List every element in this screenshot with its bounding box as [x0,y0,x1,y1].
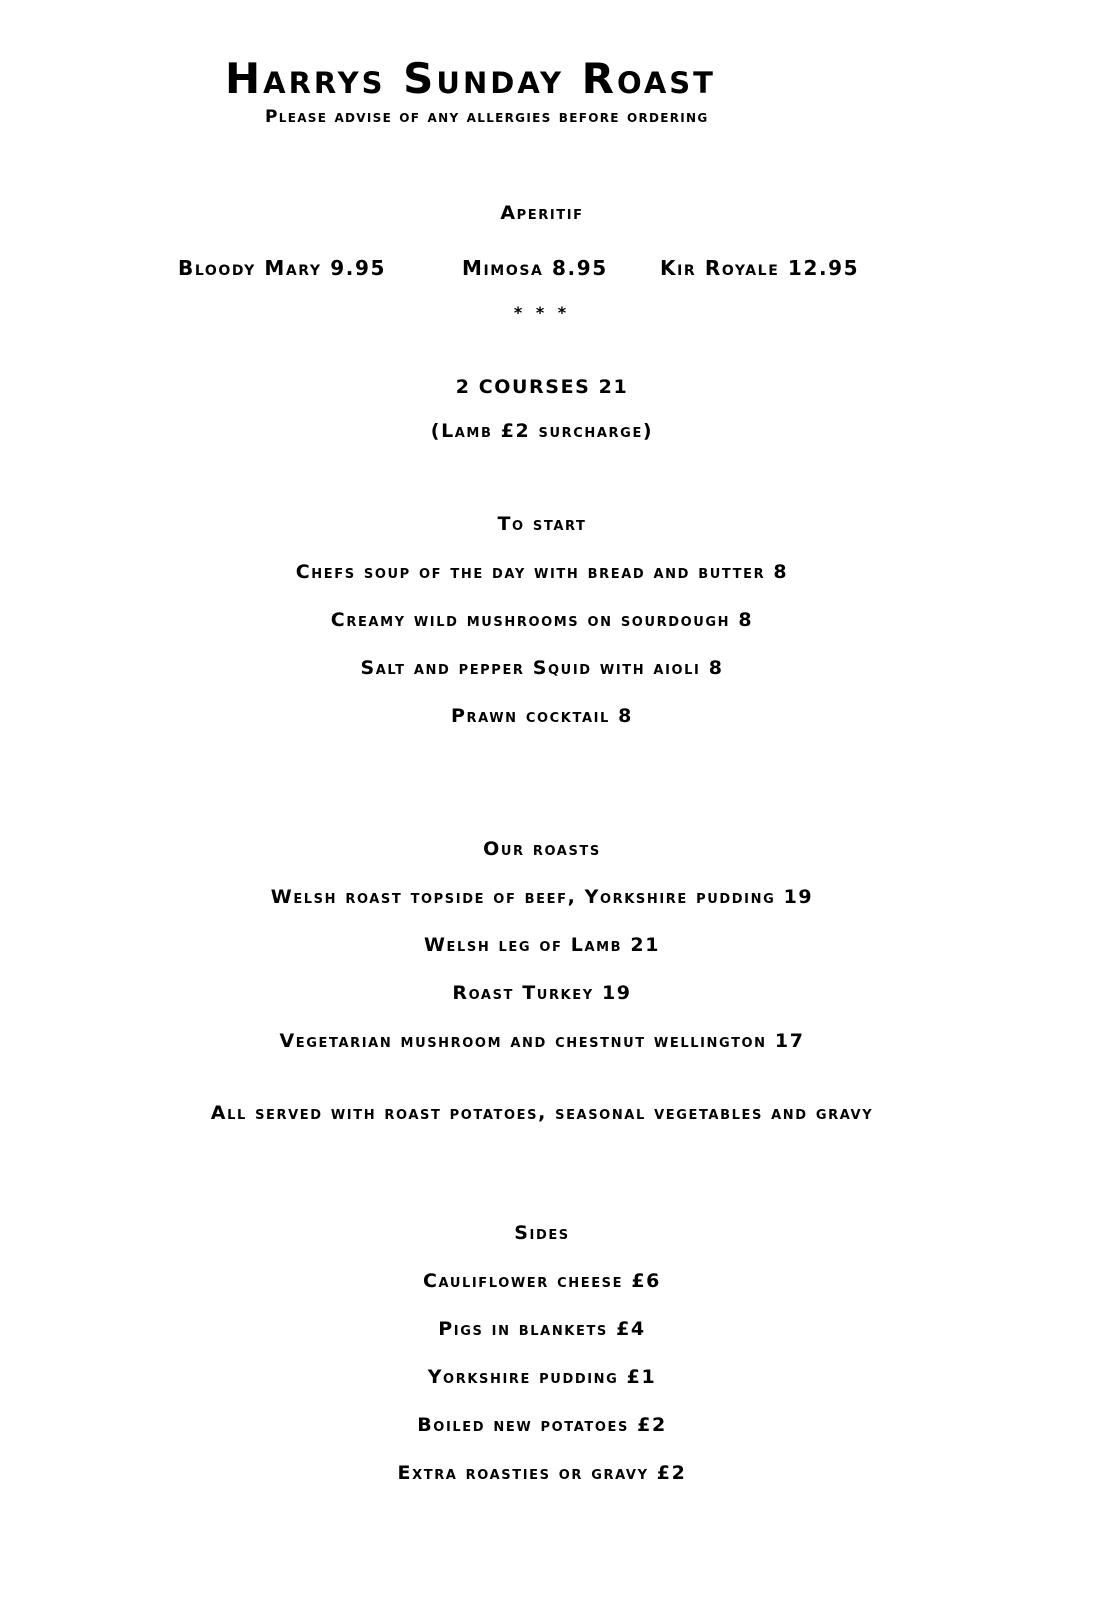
side-item: Yorkshire pudding £1 [427,1366,657,1388]
starters-heading: To start [497,513,587,535]
menu-title: Harrys Sunday Roast [225,54,716,103]
roast-item: Roast Turkey 19 [452,982,632,1004]
starter-item: Creamy wild mushrooms on sourdough 8 [330,609,754,631]
roasts-heading: Our roasts [483,838,601,860]
aperitif-item: Bloody Mary 9.95 [178,256,386,280]
courses-price: 2 COURSES 21 [455,376,629,398]
aperitif-heading: Aperitif [500,202,584,224]
allergy-notice: Please advise of any allergies before ordering [265,107,709,127]
roast-item: Welsh roast topside of beef, Yorkshire pudding 19 [270,886,814,908]
roast-item: Welsh leg of Lamb 21 [423,934,661,956]
section-divider: * * * [513,303,571,322]
side-item: Boiled new potatoes £2 [417,1414,667,1436]
starter-item: Chefs soup of the day with bread and butter 8 [295,561,789,583]
aperitif-item: Kir Royale 12.95 [660,256,860,280]
side-item: Cauliflower cheese £6 [423,1270,661,1292]
roast-item: Vegetarian mushroom and chestnut wellington 17 [279,1030,805,1052]
sides-heading: Sides [514,1222,570,1244]
aperitif-item: Mimosa 8.95 [462,256,608,280]
starter-item: Prawn cocktail 8 [451,705,633,727]
starter-item: Salt and pepper Squid with aioli 8 [360,657,724,679]
surcharge-note: (Lamb £2 surcharge) [430,420,654,442]
side-item: Extra roasties or gravy £2 [397,1462,687,1484]
side-item: Pigs in blankets £4 [438,1318,646,1340]
roasts-serving-note: All served with roast potatoes, seasonal vegetables and gravy [210,1102,874,1124]
